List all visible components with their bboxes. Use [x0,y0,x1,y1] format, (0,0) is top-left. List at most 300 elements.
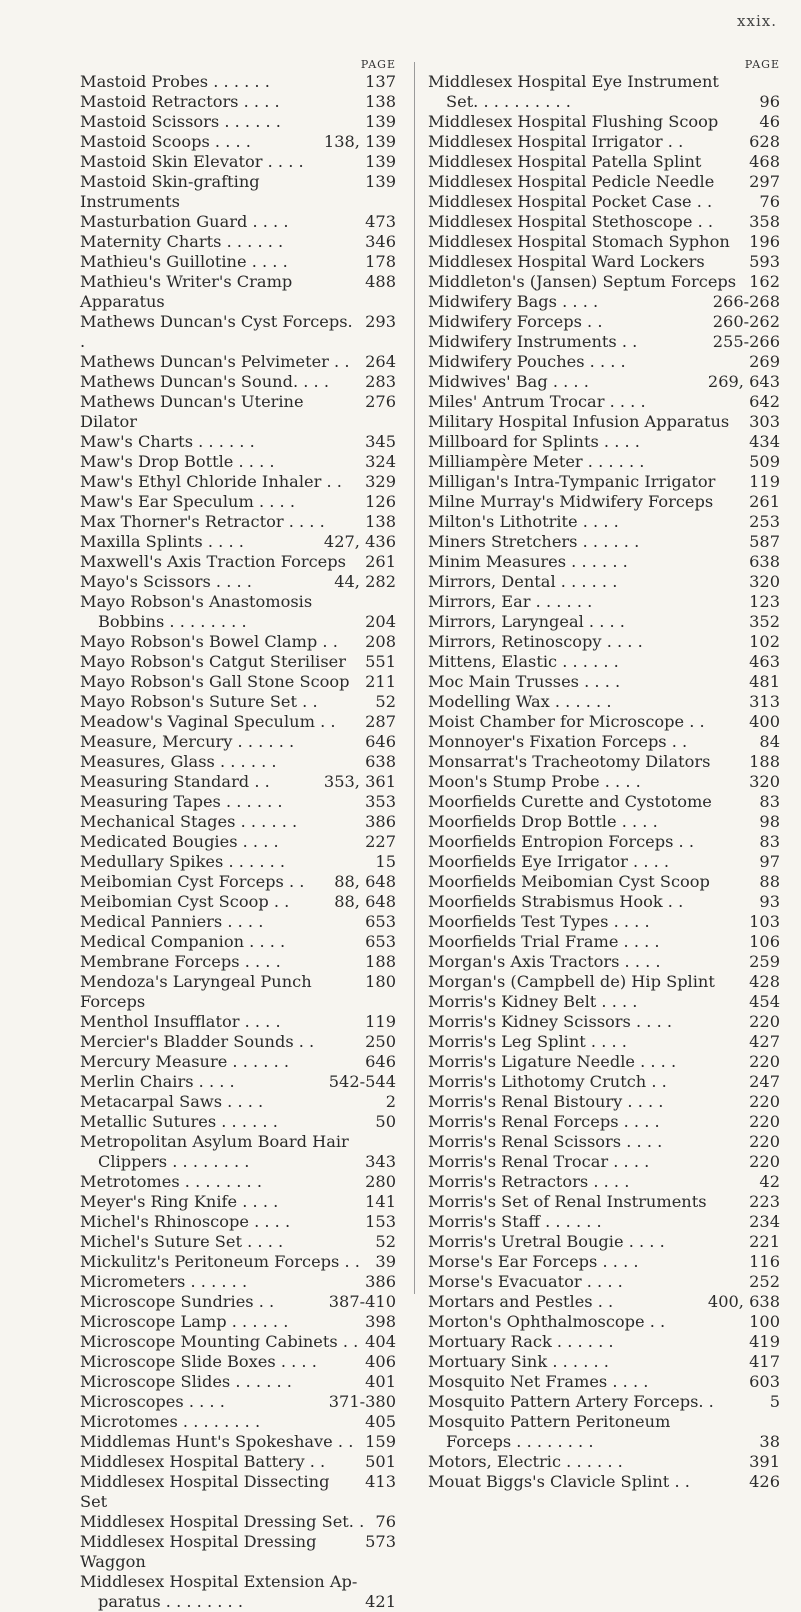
index-entry [428,492,780,512]
column-header-left: PAGE [360,58,396,71]
entry-name: Metropolitan Asylum Board Hair [80,1132,349,1151]
entry-name: Military Hospital Infusion Apparatus [428,412,730,431]
entry-name: Morris's Set of Renal Instruments [428,1192,707,1211]
entry-name: Middlesex Hospital Eye Instrument [428,72,719,91]
entry-page-number: 386 [365,1272,396,1291]
entry-name: Moorfields Curette and Cystotome [428,792,712,811]
index-column-right [428,58,780,1492]
entry-name: Moist Chamber for Microscope . . [428,712,705,731]
index-entry [428,1272,780,1292]
entry-page-number: 50 [375,1112,396,1131]
index-list-left [80,72,396,1612]
entry-page-number: 96 [759,92,780,111]
entry-page-number: 417 [749,1352,780,1371]
entry-name: Moorfields Strabismus Hook . . [428,892,684,911]
entry-page-number: 473 [365,212,396,231]
entry-page-number: 138 [365,92,396,111]
index-entry [428,752,780,772]
entry-page-number: 52 [375,692,396,711]
index-entry [80,1412,396,1432]
entry-name: Moorfields Meibomian Cyst Scoop [428,872,710,891]
entry-name: Microscopes . . . . [80,1392,225,1411]
index-entry [80,1332,396,1352]
index-entry [80,352,396,372]
entry-name: Morgan's (Campbell de) Hip Splint [428,972,715,991]
index-entry [428,672,780,692]
index-entry [80,272,396,312]
entry-page-number: 481 [749,672,780,691]
entry-name: Microscope Lamp . . . . . . [80,1312,289,1331]
index-entry [80,532,396,552]
entry-name: Moorfields Eye Irrigator . . . . [428,852,670,871]
entry-page-number: 97 [759,852,780,871]
index-entry [80,1212,396,1232]
entry-name: Moc Main Trusses . . . . [428,672,621,691]
entry-page-number: 261 [365,552,396,571]
entry-name: Maw's Ethyl Chloride Inhaler . . [80,472,342,491]
entry-name: Microscope Mounting Cabinets . . [80,1332,359,1351]
index-entry [428,352,780,372]
index-entry [428,1032,780,1052]
entry-name: Mathews Duncan's Cyst Forceps. . [80,312,353,351]
entry-name: Maxwell's Axis Traction Forceps [80,552,346,571]
entry-page-number: 76 [375,1512,396,1531]
entry-page-number: 138 [365,512,396,531]
entry-page-number: 38 [759,1432,780,1451]
entry-page-number: 126 [365,492,396,511]
entry-page-number: 138, 139 [323,132,396,151]
index-entry [80,392,396,432]
entry-name: Max Thorner's Retractor . . . . [80,512,325,531]
index-entry [428,1352,780,1372]
entry-page-number: 488 [365,272,396,291]
entry-name: Microscope Sundries . . [80,1292,275,1311]
index-entry [80,752,396,772]
index-column-left [80,58,396,1612]
entry-page-number: 434 [749,432,780,451]
index-entry [80,1112,396,1132]
entry-page-number: 159 [365,1432,396,1451]
entry-name: Morris's Kidney Belt . . . . [428,992,638,1011]
index-entry [80,572,396,592]
entry-name: Motors, Electric . . . . . . [428,1452,623,1471]
entry-name: Mastoid Skin Elevator . . . . [80,152,304,171]
index-entry [80,1472,396,1512]
entry-page-number: 220 [749,1112,780,1131]
index-entry [80,552,396,572]
entry-page-number: 573 [365,1532,396,1551]
index-entry [80,512,396,532]
index-entry [80,1252,396,1272]
entry-name: Mathieu's Writer's Cramp Apparatus [80,272,293,311]
entry-name: Mortuary Rack . . . . . . [428,1332,614,1351]
entry-name: Morse's Ear Forceps . . . . [428,1252,639,1271]
entry-page-number: 280 [365,1172,396,1191]
entry-name: Mendoza's Laryngeal Punch Forceps [80,972,312,1011]
entry-page-number: 220 [749,1012,780,1031]
index-entry [428,1472,780,1492]
entry-page-number: 642 [749,392,780,411]
index-entry [428,852,780,872]
entry-name: Metallic Sutures . . . . . . [80,1112,278,1131]
entry-name: Mirrors, Ear . . . . . . [428,592,593,611]
index-entry [428,612,780,632]
entry-page-number: 83 [759,832,780,851]
index-entry [428,792,780,812]
index-entry [428,1412,780,1452]
entry-page-number: 406 [365,1352,396,1371]
entry-page-number: 227 [365,832,396,851]
index-entry [80,732,396,752]
index-entry [428,1152,780,1172]
index-entry [428,1012,780,1032]
entry-name: Meyer's Ring Knife . . . . [80,1192,279,1211]
entry-name-line2: Set. . . . . . . . . . [446,92,571,111]
entry-name: Middlesex Hospital Dressing Set. . [80,1512,365,1531]
entry-name: Middlesex Hospital Stomach Syphon [428,232,730,251]
entry-page-number: 454 [749,992,780,1011]
index-entry [428,772,780,792]
entry-name: Microscope Slides . . . . . . [80,1372,292,1391]
index-entry [428,552,780,572]
index-entry [428,1392,780,1412]
entry-page-number: 400, 638 [707,1292,780,1311]
entry-page-number: 139 [365,172,396,191]
index-entry [428,1092,780,1112]
index-entry [428,212,780,232]
entry-name-line2: Bobbins . . . . . . . . [98,612,247,631]
index-entry [80,172,396,212]
entry-page-number: 76 [759,192,780,211]
entry-page-number: 638 [749,552,780,571]
entry-name: Middlemas Hunt's Spokeshave . . [80,1432,354,1451]
entry-name: Maternity Charts . . . . . . [80,232,284,251]
entry-name: Mercury Measure . . . . . . [80,1052,290,1071]
entry-name: Morton's Ophthalmoscope . . [428,1312,666,1331]
entry-page-number: 352 [749,612,780,631]
entry-name: Metrotomes . . . . . . . . [80,1172,262,1191]
entry-page-number: 293 [365,312,396,331]
entry-name: Mirrors, Dental . . . . . . [428,572,618,591]
entry-page-number: 103 [749,912,780,931]
entry-page-number: 287 [365,712,396,731]
entry-name: Maxilla Splints . . . . [80,532,244,551]
entry-page-number: 196 [749,232,780,251]
index-entry [428,912,780,932]
index-entry [80,112,396,132]
entry-page-number: 353 [365,792,396,811]
index-entry [428,872,780,892]
index-entry [80,472,396,492]
index-entry [80,1272,396,1292]
index-entry [80,1012,396,1032]
index-entry [428,992,780,1012]
entry-name: Millboard for Splints . . . . [428,432,640,451]
entry-name: Mosquito Pattern Peritoneum [428,1412,671,1431]
entry-name: Microtomes . . . . . . . . [80,1412,261,1431]
index-entry [428,372,780,392]
entry-page-number: 250 [365,1032,396,1051]
entry-name: Mayo Robson's Suture Set . . [80,692,318,711]
index-entry [428,712,780,732]
entry-name: Medical Panniers . . . . [80,912,264,931]
index-entry [428,1172,780,1192]
entry-page-number: 119 [749,472,780,491]
entry-page-number: 204 [365,612,396,631]
index-entry [80,72,396,92]
entry-name: Middlesex Hospital Extension Ap- [80,1572,358,1591]
entry-page-number: 324 [365,452,396,471]
entry-page-number: 266-268 [712,292,780,311]
entry-page-number: 358 [749,212,780,231]
entry-page-number: 297 [749,172,780,191]
entry-name: Modelling Wax . . . . . . [428,692,612,711]
entry-page-number: 116 [749,1252,780,1271]
index-entry [428,1072,780,1092]
index-entry [428,1112,780,1132]
index-entry [80,712,396,732]
entry-page-number: 211 [365,672,396,691]
entry-page-number: 253 [749,512,780,531]
entry-name: Moorfields Entropion Forceps . . [428,832,694,851]
entry-name: Morris's Staff . . . . . . [428,1212,602,1231]
entry-page-number: 88, 648 [334,872,396,891]
entry-page-number: 46 [759,112,780,131]
entry-name: Milligan's Intra-Tympanic Irrigator [428,472,716,491]
entry-name: Maw's Charts . . . . . . [80,432,255,451]
index-entry [428,312,780,332]
entry-page-number: 346 [365,232,396,251]
entry-page-number: 276 [365,392,396,411]
index-entry [80,452,396,472]
entry-page-number: 247 [749,1072,780,1091]
index-list-right [428,72,780,1492]
entry-name: Mayo Robson's Gall Stone Scoop [80,672,350,691]
entry-name: Measuring Tapes . . . . . . [80,792,283,811]
entry-page-number: 587 [749,532,780,551]
entry-page-number: 329 [365,472,396,491]
index-entry [428,572,780,592]
entry-page-number: 188 [749,752,780,771]
entry-name: Mirrors, Laryngeal . . . . [428,612,625,631]
entry-name: Masturbation Guard . . . . [80,212,289,231]
entry-name: Morris's Leg Splint . . . . [428,1032,627,1051]
entry-name: Maw's Drop Bottle . . . . [80,452,275,471]
index-entry [428,412,780,432]
index-entry [80,1352,396,1372]
entry-page-number: 83 [759,792,780,811]
index-entry [80,932,396,952]
entry-name: Mayo Robson's Bowel Clamp . . [80,632,338,651]
entry-name: Mouat Biggs's Clavicle Splint . . [428,1472,690,1491]
index-entry [428,1132,780,1152]
index-entry [428,532,780,552]
index-entry [428,632,780,652]
index-entry [428,252,780,272]
entry-name: Middlesex Hospital Ward Lockers [428,252,705,271]
entry-name-line2: Clippers . . . . . . . . [98,1152,250,1171]
index-entry [428,132,780,152]
entry-page-number: 220 [749,1092,780,1111]
index-entry [428,1372,780,1392]
entry-name: Michel's Suture Set . . . . [80,1232,284,1251]
index-entry [80,1372,396,1392]
entry-page-number: 269, 643 [707,372,780,391]
entry-name: Mayo Robson's Catgut Steriliser [80,652,346,671]
index-entry [428,1252,780,1272]
entry-page-number: 119 [365,1012,396,1031]
entry-page-number: 421 [365,1592,396,1611]
entry-name: Metacarpal Saws . . . . [80,1092,264,1111]
entry-name-continued [80,1592,396,1612]
entry-page-number: 371-380 [328,1392,396,1411]
index-entry [428,1052,780,1072]
index-entry [80,692,396,712]
entry-page-number: 221 [749,1232,780,1251]
entry-page-number: 628 [749,132,780,151]
entry-name: Monnoyer's Fixation Forceps . . [428,732,688,751]
entry-name: Mechanical Stages . . . . . . [80,812,298,831]
index-entry [428,972,780,992]
entry-name: Medical Companion . . . . [80,932,286,951]
entry-name: Measures, Glass . . . . . . [80,752,277,771]
entry-name: Menthol Insufflator . . . . [80,1012,281,1031]
entry-page-number: 93 [759,892,780,911]
index-entry [428,152,780,172]
entry-page-number: 264 [365,352,396,371]
entry-page-number: 220 [749,1132,780,1151]
entry-page-number: 39 [375,1252,396,1271]
entry-name: Miles' Antrum Trocar . . . . [428,392,646,411]
entry-page-number: 653 [365,932,396,951]
entry-name: Maw's Ear Speculum . . . . [80,492,295,511]
entry-page-number: 269 [749,352,780,371]
column-divider [414,62,415,1294]
entry-page-number: 260-262 [712,312,780,331]
entry-name: Morris's Renal Trocar . . . . [428,1152,650,1171]
entry-page-number: 653 [365,912,396,931]
entry-name: Milton's Lithotrite . . . . [428,512,619,531]
index-entry [80,372,396,392]
entry-name: Mortuary Sink . . . . . . [428,1352,609,1371]
entry-page-number: 542-544 [328,1072,396,1091]
entry-page-number: 2 [385,1092,396,1111]
index-entry [428,192,780,212]
index-entry [80,1572,396,1612]
entry-page-number: 139 [365,112,396,131]
index-entry [428,1452,780,1472]
index-entry [428,732,780,752]
entry-page-number: 353, 361 [323,772,396,791]
entry-page-number: 252 [749,1272,780,1291]
entry-page-number: 234 [749,1212,780,1231]
index-entry [428,112,780,132]
entry-name: Middleton's (Jansen) Septum Forceps [428,272,737,291]
entry-page-number: 5 [769,1392,780,1411]
entry-page-number: 220 [749,1052,780,1071]
entry-name: Middlesex Hospital Pocket Case . . [428,192,713,211]
index-entry [80,872,396,892]
index-entry [80,1092,396,1112]
entry-page-number: 313 [749,692,780,711]
entry-name: Mastoid Probes . . . . . . [80,72,270,91]
entry-name: Membrane Forceps . . . . [80,952,281,971]
entry-page-number: 551 [365,652,396,671]
entry-name: Morris's Ligature Needle . . . . [428,1052,677,1071]
index-entry [80,792,396,812]
entry-page-number: 638 [365,752,396,771]
index-entry [428,72,780,112]
entry-name: Morris's Uretral Bougie . . . . [428,1232,665,1251]
index-entry [428,892,780,912]
column-header-right: PAGE [744,58,780,71]
index-entry [80,852,396,872]
index-entry [428,1232,780,1252]
entry-page-number: 44, 282 [334,572,396,591]
entry-page-number: 386 [365,812,396,831]
entry-name: Measuring Standard . . [80,772,270,791]
entry-name: Middlesex Hospital Dressing Waggon [80,1532,317,1571]
index-entry [428,812,780,832]
entry-page-number: 405 [365,1412,396,1431]
entry-name: Mastoid Retractors . . . . [80,92,280,111]
index-entry [428,292,780,312]
index-entry [80,1512,396,1532]
entry-page-number: 162 [749,272,780,291]
index-entry [80,952,396,972]
index-entry [428,432,780,452]
entry-page-number: 387-410 [328,1292,396,1311]
index-entry [80,592,396,632]
entry-name: Morris's Retractors . . . . [428,1172,630,1191]
entry-name: Moorfields Drop Bottle . . . . [428,812,658,831]
index-entry [80,632,396,652]
entry-page-number: 320 [749,772,780,791]
entry-page-number: 100 [749,1312,780,1331]
entry-page-number: 404 [365,1332,396,1351]
index-entry [80,152,396,172]
entry-name: Mathews Duncan's Uterine Dilator [80,392,304,431]
entry-name: Mirrors, Retinoscopy . . . . [428,632,643,651]
index-entry [80,672,396,692]
entry-name: Meibomian Cyst Forceps . . [80,872,305,891]
entry-name: Midwifery Pouches . . . . [428,352,626,371]
index-entry [428,1332,780,1352]
index-entry [80,812,396,832]
index-entry [80,252,396,272]
entry-name: Middlesex Hospital Dissecting Set [80,1472,330,1511]
index-entry [80,432,396,452]
entry-page-number: 427, 436 [323,532,396,551]
entry-name: Mastoid Skin-grafting Instruments [80,172,260,211]
entry-page-number: 123 [749,592,780,611]
entry-name: Midwifery Instruments . . [428,332,638,351]
entry-page-number: 88 [759,872,780,891]
index-entry [428,332,780,352]
entry-name: Mercier's Bladder Sounds . . [80,1032,315,1051]
entry-name: Moorfields Trial Frame . . . . [428,932,660,951]
index-entry [80,1232,396,1252]
entry-name: Moon's Stump Probe . . . . [428,772,641,791]
entry-name: Medullary Spikes . . . . . . [80,852,286,871]
index-entry [428,832,780,852]
entry-page-number: 400 [749,712,780,731]
entry-name: Middlesex Hospital Pedicle Needle [428,172,715,191]
page-number: xxix. [737,12,777,30]
entry-page-number: 137 [365,72,396,91]
entry-page-number: 468 [749,152,780,171]
entry-name: Middlesex Hospital Battery . . [80,1452,326,1471]
